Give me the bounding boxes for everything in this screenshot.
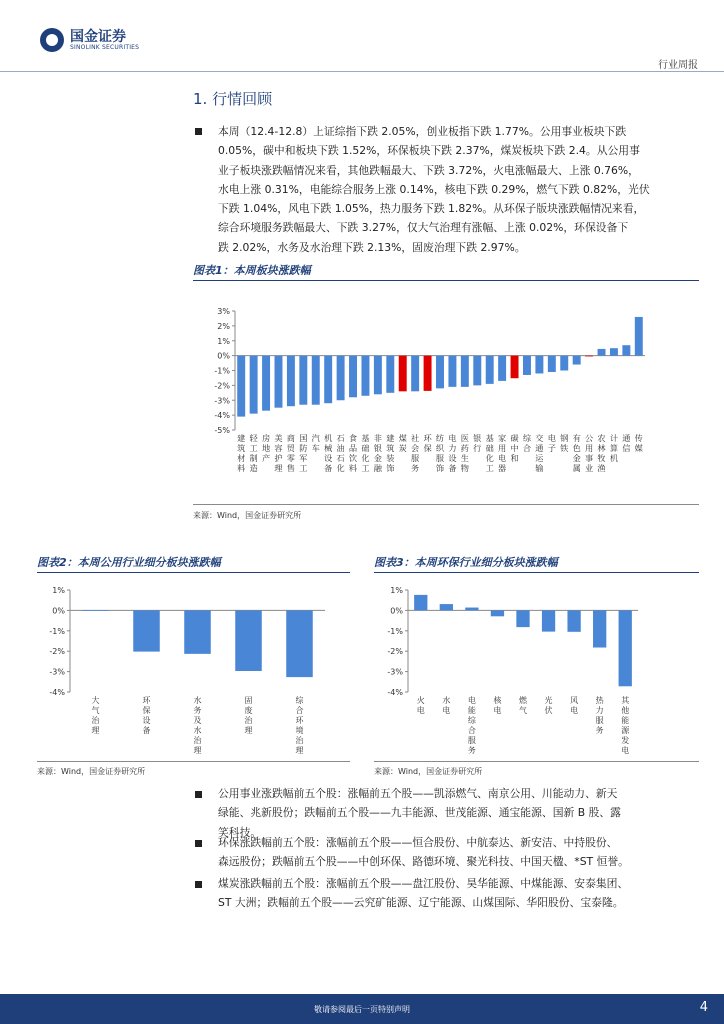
category-label-char: 和 [510,453,519,463]
bar [635,317,643,356]
y-tick-label: -3% [49,667,65,677]
bar [262,356,270,411]
intro-paragraph [218,122,698,257]
bar [349,356,357,398]
category-label-char: 地 [261,443,271,453]
category-label-char: 备 [448,463,457,473]
category-label-char: 务 [467,746,476,755]
logo-icon [40,28,64,52]
bar [184,610,211,653]
category-label-char: 筑 [386,443,395,453]
figure3-source-rule [374,761,699,762]
category-label-char: 饮 [348,453,358,463]
category-label-char: 家 [498,433,507,443]
category-label-char: 零 [286,453,296,463]
category-label-char: 石 [336,433,345,443]
figure1-source-rule [193,504,699,505]
bar [548,356,556,372]
figure1-title: 图表1：本周板块涨跌幅 [193,264,311,277]
y-tick-label: -2% [49,647,65,657]
intro-line: 跌 2.02%，水务及水治理下跌 2.13%，固废治理下跌 2.97%。 [218,240,526,254]
figure2-source-rule [37,761,350,762]
category-label-char: 业 [584,463,594,473]
y-tick-label: -1% [49,626,65,636]
category-label-char: 中 [510,443,519,453]
category-label-char: 轻 [249,433,258,443]
category-label-char: 品 [348,443,358,453]
category-label-char: 织 [435,443,445,453]
category-label-char: 公 [584,433,594,443]
category-label-char: 色 [572,443,581,453]
bar [436,356,444,389]
category-label-char: 力 [448,443,457,453]
y-tick-label: 3% [217,307,230,316]
category-label-char: 能 [467,706,476,715]
category-label-char: 银 [373,443,382,453]
bar [610,348,618,355]
category-label-char: 交 [535,433,544,443]
category-label-char: 设 [448,453,457,463]
figure3-title: 图表3：本周环保行业细分板块涨跌幅 [374,556,558,569]
y-tick-label: 0% [217,351,230,361]
bar [560,356,568,371]
category-label-char: 社 [411,433,420,443]
category-label-char: 商 [286,433,296,443]
bar [593,610,606,647]
category-label-char: 行 [473,443,482,453]
bar [275,356,283,408]
category-label-char: 其 [621,696,630,705]
intro-line: 水电上涨 0.31%，电能综合服务上涨 0.14%，核电下跌 0.29%，燃气下跌 0.82%，光伏 [218,182,650,196]
bar [286,610,313,677]
category-label-char: 售 [286,463,296,473]
category-label-char: 治 [295,736,304,745]
category-label-char: 属 [572,463,581,473]
category-label-char: 保 [423,443,432,453]
bar [461,356,469,387]
category-label-char: 电 [498,453,507,463]
bar [337,356,345,401]
category-label-char: 理 [295,746,304,755]
category-label-char: 备 [324,463,333,473]
bar [567,610,580,631]
category-label-char: 风 [570,696,579,705]
bar [511,356,519,379]
bar [237,356,245,417]
category-label-char: 医 [460,433,469,443]
category-label-char: 务 [595,726,604,735]
category-label-char: 装 [386,453,395,463]
category-label-char: 理 [91,726,100,735]
bar [399,356,407,392]
category-label-char: 碳 [510,433,519,443]
bar [498,356,506,381]
paragraph-line: 环保涨跌幅前五个股：涨幅前五个股——恒合股份、中航泰达、新安洁、中持股份、 [218,836,618,849]
paragraph-line: 森远股份；跌幅前五个股——中创环保、路德环境、聚光科技、中国天楹、*ST 恒誉。 [218,855,629,869]
intro-line: 业子板块涨跌幅情况来看，其他跌幅最大、下跌 3.72%，火电涨幅最大、上涨 0.76%， [218,163,639,177]
bar [486,356,494,384]
category-label-char: 贸 [286,443,296,453]
category-label-char: 通 [535,443,544,453]
paragraph-line: 公用事业涨跌幅前五个股：涨幅前五个股——凯添燃气、南京公用、川能动力、新天 [218,787,618,800]
category-label-char: 钢 [560,433,569,443]
category-label-char: 电 [448,433,457,443]
bar [598,349,606,356]
category-label-char: 基 [485,433,494,443]
category-label-char: 食 [348,433,358,443]
category-label-char: 电 [416,706,425,715]
bar [619,610,632,686]
category-label-char: 器 [498,463,507,473]
intro-line: 0.05%，碳中和板块下跌 1.52%，环保板块下跌 2.37%，煤炭板块下跌 2.4。从公用事 [218,144,640,158]
bar [411,356,419,392]
category-label-char: 饰 [386,463,395,473]
category-label-char: 事 [584,453,594,463]
figure3-rule [374,572,699,573]
category-label-char: 基 [361,433,370,443]
category-label-char: 水 [193,696,202,705]
bar [287,356,295,407]
category-label-char: 水 [193,726,202,735]
bar [250,356,258,414]
coal-stocks-paragraph [218,874,698,913]
category-label-char: 热 [595,696,604,705]
bar [312,356,320,405]
category-label-char: 料 [237,463,246,473]
category-label-char: 电 [547,433,556,443]
category-label-char: 治 [91,716,100,725]
category-label-char: 环 [142,696,151,705]
environmental-subsector-chart [374,578,699,760]
y-tick-label: -3% [214,396,230,406]
category-label-char: 机 [324,433,333,443]
y-tick-label: -2% [387,647,403,657]
figure2-title: 图表2：本周公用行业细分板块涨跌幅 [37,556,221,569]
category-label-char: 设 [142,716,151,725]
y-tick-label: 2% [217,321,230,331]
category-label-char: 废 [244,706,253,715]
category-label-char: 电 [467,696,476,705]
category-label-char: 料 [348,463,358,473]
bar [622,345,630,355]
category-label-char: 护 [274,453,283,463]
category-label-char: 础 [485,443,494,453]
category-label-char: 银 [473,433,482,443]
category-label-char: 产 [261,453,271,463]
bar [133,610,160,651]
category-label-char: 及 [193,716,202,725]
bar [374,356,382,395]
y-tick-label: -5% [214,426,230,435]
category-label-char: 林 [597,443,606,453]
y-tick-label: -3% [387,667,403,677]
bar [361,356,369,396]
bullet-icon [195,840,202,847]
figure2-source: 来源：Wind，国金证券研究所 [37,767,146,776]
category-label-char: 电 [493,706,502,715]
category-label-char: 理 [193,746,202,755]
category-label-char: 化 [336,463,345,473]
category-label-char: 伏 [544,706,553,715]
category-label-char: 固 [244,696,253,705]
logo-subtext: SINOLINK SECURITIES [70,43,140,51]
category-label-char: 综 [467,716,476,725]
bar [585,356,593,357]
category-label-char: 农 [597,433,606,443]
bar [82,610,109,611]
category-label-char: 工 [249,443,258,453]
category-label-char: 发 [621,736,630,745]
y-tick-label: -1% [387,626,403,636]
category-label-char: 电 [570,706,579,715]
category-label-char: 化 [485,453,494,463]
category-label-char: 渔 [597,463,606,473]
category-label-char: 油 [336,443,345,453]
paragraph-line: 煤炭涨跌幅前五个股：涨幅前五个股——盘江股份、昊华能源、中煤能源、安泰集团、 [218,877,629,890]
category-label-char: 工 [361,463,370,473]
category-label-char: 保 [142,706,151,715]
category-label-char: 合 [522,443,532,453]
category-label-char: 药 [460,443,469,453]
category-label-char: 务 [411,463,420,473]
category-label-char: 综 [522,433,532,443]
category-label-char: 气 [91,706,100,715]
intro-line: 本周（12.4-12.8）上证综指下跌 2.05%，创业板指下跌 1.77%。公用事业板块下跌 [218,125,627,138]
category-label-char: 煤 [398,433,407,443]
page-number: 4 [699,1000,708,1015]
category-label-char: 防 [299,443,308,453]
category-label-char: 传 [634,433,643,443]
category-label-char: 机 [609,453,619,463]
category-label-char: 筑 [237,443,246,453]
category-label-char: 融 [373,463,382,473]
category-label-char: 造 [249,463,258,473]
utility-subsector-chart [37,578,350,760]
category-label-char: 纺 [435,433,445,443]
category-label-char: 信 [622,443,631,453]
category-label-char: 治 [193,736,202,745]
bar [386,356,394,393]
bar [235,610,262,671]
category-label-char: 工 [299,463,308,473]
category-label-char: 美 [274,433,283,443]
category-label-char: 电 [442,706,451,715]
category-label-char: 源 [621,726,630,735]
footer-disclaimer: 敬请参阅最后一页特别声明 [314,1005,410,1014]
category-label-char: 务 [193,706,202,715]
category-label-char: 光 [544,696,553,705]
category-label-char: 服 [467,736,476,745]
category-label-char: 材 [237,453,246,463]
category-label-char: 备 [142,726,151,735]
bar [424,356,432,391]
category-label-char: 金 [572,453,581,463]
bar [535,356,543,374]
category-label-char: 有 [572,433,581,443]
category-label-char: 理 [244,726,253,735]
category-label-char: 汽 [311,433,320,443]
bar [299,356,307,405]
category-label-char: 水 [442,696,451,705]
paragraph-line: ST 大洲；跌幅前五个股——云究矿能源、辽宁能源、山煤国际、华阳股份、宝泰隆。 [218,896,624,910]
bar [523,356,531,375]
logo-text: 国金证券 [70,28,126,45]
category-label-char: 算 [609,443,619,453]
category-label-char: 治 [244,716,253,725]
y-tick-label: -4% [387,688,403,697]
bullet-icon [195,881,202,888]
category-label-char: 会 [411,443,420,453]
bullet-icon [195,791,202,798]
y-tick-label: 0% [390,606,403,616]
category-label-char: 子 [547,443,556,453]
header-divider [0,71,724,72]
category-label-char: 通 [622,433,631,443]
category-label-char: 火 [416,696,425,705]
company-logo [40,28,139,52]
sector-change-chart [193,284,699,502]
bar [473,356,481,386]
bar [324,356,332,404]
figure2-rule [37,572,350,573]
category-label-char: 服 [435,453,445,463]
category-label-char: 牧 [597,453,606,463]
bar [448,356,456,387]
category-label-char: 气 [519,706,527,715]
bar [573,356,581,365]
bar [440,604,453,610]
bar [414,595,427,611]
y-tick-label: -4% [214,411,230,421]
category-label-char: 用 [498,443,507,453]
y-tick-label: 0% [52,606,65,616]
y-tick-label: -1% [214,366,230,376]
bullet-icon [195,128,202,135]
category-label-char: 车 [311,443,320,453]
category-label-char: 综 [295,696,304,705]
category-label-char: 理 [274,463,283,473]
bar [491,610,504,616]
category-label-char: 金 [373,453,382,463]
category-label-char: 石 [336,453,345,463]
category-label-char: 础 [361,443,370,453]
report-type: 行业周报 [658,60,698,71]
category-label-char: 媒 [634,443,643,453]
intro-line: 综合环境服务跌幅最大、下跌 3.27%，仅大气治理有涨幅、上涨 0.02%，环保设备下 [218,221,629,235]
category-label-char: 制 [249,453,258,463]
category-label-char: 他 [621,706,630,715]
category-label-char: 大 [91,696,100,705]
category-label-char: 环 [295,716,304,725]
category-label-char: 房 [261,433,271,443]
category-label-char: 运 [535,453,544,463]
paragraph-line: 笑科技。 [218,825,262,839]
figure1-source: 来源：Wind，国金证券研究所 [193,511,302,520]
category-label-char: 输 [535,463,544,473]
category-label-char: 燃 [519,696,527,705]
intro-line: 下跌 1.04%，风电下跌 1.05%，热力服务下跌 1.82%。从环保子版块涨跌幅情况来看， [218,202,645,216]
y-tick-label: 1% [52,586,65,595]
category-label-char: 合 [295,706,304,715]
category-label-char: 合 [467,726,476,735]
category-label-char: 服 [411,453,420,463]
category-label-char: 建 [386,433,395,443]
category-label-char: 铁 [560,443,569,453]
category-label-char: 环 [423,433,432,443]
category-label-char: 境 [295,726,304,735]
category-label-char: 工 [485,463,494,473]
category-label-char: 电 [621,746,630,755]
category-label-char: 生 [460,453,469,463]
bar [465,608,478,611]
y-tick-label: -4% [49,688,65,697]
category-label-char: 能 [621,716,630,725]
category-label-char: 饰 [435,463,445,473]
category-label-char: 国 [299,433,308,443]
bar [516,610,529,627]
section-title: 1. 行情回顾 [193,90,273,108]
figure1-rule [193,280,699,281]
y-tick-label: -2% [214,381,230,391]
category-label-char: 炭 [398,443,407,453]
category-label-char: 力 [595,706,604,715]
figure3-source: 来源：Wind，国金证券研究所 [374,767,483,776]
category-label-char: 建 [237,433,246,443]
category-label-char: 服 [595,716,604,725]
category-label-char: 核 [493,696,502,705]
category-label-char: 军 [299,453,308,463]
paragraph-line: 绿能、兆新股份；跌幅前五个股——九丰能源、世茂能源、通宝能源、国新 B 股、露 [218,806,621,820]
category-label-char: 用 [584,443,594,453]
category-label-char: 非 [373,433,382,443]
category-label-char: 化 [361,453,370,463]
category-label-char: 设 [324,453,333,463]
category-label-char: 容 [274,443,283,453]
bar [542,610,555,631]
environmental-stocks-paragraph [218,833,698,872]
y-tick-label: 1% [217,336,230,346]
y-tick-label: 1% [390,586,403,595]
category-label-char: 械 [324,443,333,453]
category-label-char: 物 [460,463,469,473]
category-label-char: 计 [609,433,619,443]
